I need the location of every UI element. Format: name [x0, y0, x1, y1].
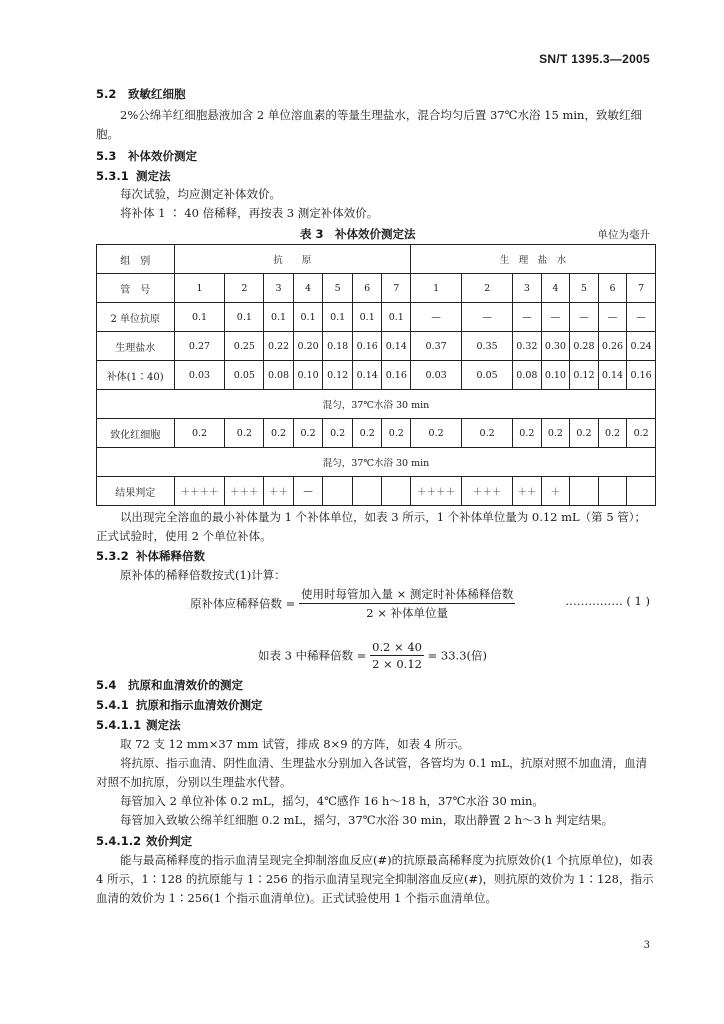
formula-1-denominator: 2 × 补体单位量 [366, 606, 449, 620]
table-cell: 0.27 [174, 332, 225, 361]
formula-2-numerator: 0.2 × 40 [372, 640, 422, 654]
table-cell: 0.18 [323, 332, 353, 361]
section-5-4-1-1-paragraph-1: 取 72 支 12 mm×37 mm 试管，排成 8×9 的方阵，如表 4 所示。 [120, 737, 470, 751]
table-cell: — [627, 303, 656, 332]
table-cell: 0.05 [225, 361, 264, 390]
section-5-4-1-1-paragraph-3: 每管加入 2 单位补体 0.2 mL，摇匀，4℃感作 16 h～18 h，37℃水浴 30 min。 [120, 794, 544, 808]
section-5-3-heading [96, 148, 197, 164]
formula-2-lhs: 如表 3 中稀释倍数 = [258, 648, 367, 663]
section-5-4-1-2-heading [96, 833, 192, 849]
table-cell: 0.2 [323, 419, 353, 448]
section-5-4-1-heading [96, 697, 263, 713]
result-cell [570, 477, 599, 506]
table-cell: 0.03 [174, 361, 225, 390]
row-label: 2 单位抗原 [97, 303, 175, 332]
formula-2-rhs: = 33.3(倍) [427, 648, 487, 663]
tube-number: 2 [462, 274, 513, 303]
table-cell: — [513, 303, 542, 332]
table-cell: 0.16 [627, 361, 656, 390]
table-cell: 0.1 [264, 303, 294, 332]
incubation-note: 混匀，37℃水浴 30 min [97, 448, 656, 477]
table-cell: — [598, 303, 627, 332]
section-number: 5.3.1 [96, 169, 129, 183]
table-cell: 0.2 [264, 419, 294, 448]
table-cell: 0.2 [513, 419, 542, 448]
result-cell: ＋＋ [513, 477, 542, 506]
section-5-3-1-paragraph-2: 将补体 1 ∶ 40 倍稀释，再按表 3 测定补体效价。 [120, 206, 379, 220]
table-cell: 0.1 [225, 303, 264, 332]
section-5-2-heading [96, 86, 186, 102]
table-cell: 0.08 [513, 361, 542, 390]
table-cell: — [570, 303, 599, 332]
formula-1-lhs: 原补体应稀释倍数 = [190, 596, 296, 611]
tube-number: 1 [411, 274, 462, 303]
result-cell: ＋ [541, 477, 570, 506]
section-title: 效价判定 [146, 834, 192, 848]
table-cell: 0.16 [382, 361, 411, 390]
section-5-4-1-1-paragraph-4: 每管加入致敏公绵羊红细胞 0.2 mL，摇匀，37℃水浴 30 min，取出静置 2 h～3 h 判定结果。 [120, 813, 614, 827]
formula-1 [190, 586, 515, 621]
tube-number: 7 [627, 274, 656, 303]
table-cell: 0.1 [174, 303, 225, 332]
section-number: 5.4.1.2 [96, 834, 142, 848]
tube-number: 6 [352, 274, 382, 303]
section-number: 5.3 [96, 149, 117, 163]
table-cell: 0.2 [462, 419, 513, 448]
table-cell: 0.24 [627, 332, 656, 361]
table-cell: — [541, 303, 570, 332]
table-cell: 0.1 [323, 303, 353, 332]
table-cell: 0.03 [411, 361, 462, 390]
table-row [97, 303, 656, 332]
incubation-note: 混匀，37℃水浴 30 min [97, 390, 656, 419]
table-row [97, 419, 656, 448]
table-cell: 0.37 [411, 332, 462, 361]
table-row [97, 332, 656, 361]
result-cell [323, 477, 353, 506]
row-label: 致化红细胞 [97, 419, 175, 448]
tube-number: 3 [264, 274, 294, 303]
result-cell: ＋＋＋＋ [174, 477, 225, 506]
result-cell: ＋＋ [264, 477, 294, 506]
table-cell: 0.14 [382, 332, 411, 361]
result-cell [382, 477, 411, 506]
table-cell: 0.1 [352, 303, 382, 332]
table-cell: 0.2 [225, 419, 264, 448]
section-5-4-heading [96, 677, 243, 693]
row-label: 生理盐水 [97, 332, 175, 361]
section-number: 5.4.1 [96, 698, 129, 712]
result-cell: ＋＋＋＋ [411, 477, 462, 506]
result-cell: ＋＋＋ [462, 477, 513, 506]
formula-1-fraction [299, 586, 515, 621]
table-row [97, 274, 656, 303]
formula-2 [258, 640, 487, 671]
tube-number: 2 [225, 274, 264, 303]
table-cell: 0.28 [570, 332, 599, 361]
section-5-3-1-heading [96, 168, 171, 184]
table-conclusion-paragraph: 以出现完全溶血的最小补体量为 1 个补体单位，如表 3 所示，1 个补体单位量为 0.12 mL（第 5 管）；正式试验时，使用 2 个单位补体。 [96, 510, 647, 543]
table-row [97, 477, 656, 506]
table-cell: — [411, 303, 462, 332]
row-label: 结果判定 [97, 477, 175, 506]
section-title: 抗原和血清效价的测定 [128, 678, 243, 692]
tube-number: 5 [570, 274, 599, 303]
section-number: 5.2 [96, 87, 117, 101]
table-cell: 0.08 [264, 361, 294, 390]
row-label: 补体(1∶40) [97, 361, 175, 390]
row-label: 管 号 [97, 274, 175, 303]
group-antigen-header: 抗 原 [174, 245, 411, 274]
table-cell: 0.12 [570, 361, 599, 390]
tube-number: 7 [382, 274, 411, 303]
table-cell: 0.1 [382, 303, 411, 332]
section-5-3-2-paragraph: 原补体的稀释倍数按式(1)计算： [120, 568, 286, 582]
section-title: 补体稀释倍数 [136, 549, 205, 563]
row-label: 组 别 [97, 245, 175, 274]
table-cell: 0.10 [293, 361, 323, 390]
table-row [97, 361, 656, 390]
tube-number: 3 [513, 274, 542, 303]
table-row [97, 245, 656, 274]
table-cell: 0.14 [598, 361, 627, 390]
result-cell [352, 477, 382, 506]
tube-number: 1 [174, 274, 225, 303]
table-unit: 单位为毫升 [597, 229, 650, 241]
standard-number: SN/T 1395.3—2005 [539, 52, 650, 66]
tube-number: 5 [323, 274, 353, 303]
table-cell: 0.10 [541, 361, 570, 390]
table-cell: 0.2 [382, 419, 411, 448]
table-cell: 0.05 [462, 361, 513, 390]
page-number: 3 [643, 940, 650, 951]
table-cell: 0.2 [411, 419, 462, 448]
table-cell: 0.2 [352, 419, 382, 448]
section-number: 5.3.2 [96, 549, 129, 563]
table-cell: 0.2 [570, 419, 599, 448]
table-cell: 0.25 [225, 332, 264, 361]
formula-1-numerator: 使用时每管加入量 × 测定时补体稀释倍数 [299, 586, 515, 604]
result-cell: — [293, 477, 323, 506]
table-cell: 0.14 [352, 361, 382, 390]
table-cell: 0.20 [293, 332, 323, 361]
tube-number: 6 [598, 274, 627, 303]
tube-number: 4 [541, 274, 570, 303]
section-title: 测定法 [146, 718, 181, 732]
result-cell: ＋＋＋ [225, 477, 264, 506]
table-cell: 0.2 [174, 419, 225, 448]
group-saline-header: 生 理 盐 水 [411, 245, 656, 274]
section-5-4-1-1-paragraph-2: 将抗原、指示血清、阴性血清、生理盐水分别加入各试管，各管均为 0.1 mL，抗原对照不加血清，血清对照不加抗原，分别以生理盐水代替。 [96, 756, 648, 789]
table-row [97, 448, 656, 477]
section-5-4-1-1-heading [96, 717, 181, 733]
section-5-2-paragraph: 2%公绵羊红细胞悬液加含 2 单位溶血素的等量生理盐水，混合均匀后置 37℃水浴 15 min，致敏红细胞。 [96, 108, 642, 141]
table-cell: 0.30 [541, 332, 570, 361]
complement-titration-table [96, 244, 656, 506]
table-cell: 0.35 [462, 332, 513, 361]
table-caption: 表 3 补体效价测定法 [300, 227, 416, 241]
formula-2-denominator: 2 × 0.12 [372, 657, 422, 671]
formula-1-tag: …………… ( 1 ) [565, 594, 650, 608]
tube-number: 4 [293, 274, 323, 303]
section-title: 抗原和指示血清效价测定 [136, 698, 263, 712]
table-cell: 0.32 [513, 332, 542, 361]
table-cell: 0.1 [293, 303, 323, 332]
section-title: 测定法 [136, 169, 171, 183]
section-number: 5.4.1.1 [96, 718, 142, 732]
table-cell: 0.2 [293, 419, 323, 448]
section-5-4-1-2-paragraph: 能与最高稀释度的指示血清呈现完全抑制溶血反应(#)的抗原最高稀释度为抗原效价(1 个抗原单位)，如表 4 所示，1∶128 的抗原能与 1∶256 的指示血清呈现完全抑制溶血反应(#)，则抗原的效价为 1∶128，指示血清的效价为 1∶256(1 个指示血清单位)。正式试验使用 1 个指示血清单位。 [96, 853, 654, 905]
table-cell: 0.2 [541, 419, 570, 448]
table-cell: 0.2 [598, 419, 627, 448]
table-cell: 0.12 [323, 361, 353, 390]
table-cell: — [462, 303, 513, 332]
result-cell [627, 477, 656, 506]
table-cell: 0.16 [352, 332, 382, 361]
table-cell: 0.26 [598, 332, 627, 361]
section-title: 致敏红细胞 [128, 87, 186, 101]
section-number: 5.4 [96, 678, 117, 692]
table-row [97, 390, 656, 419]
formula-2-fraction [370, 640, 424, 671]
table-cell: 0.22 [264, 332, 294, 361]
result-cell [598, 477, 627, 506]
section-5-3-1-paragraph-1: 每次试验，均应测定补体效价。 [120, 187, 281, 201]
section-title: 补体效价测定 [128, 149, 197, 163]
section-5-3-2-heading [96, 548, 205, 564]
table-cell: 0.2 [627, 419, 656, 448]
